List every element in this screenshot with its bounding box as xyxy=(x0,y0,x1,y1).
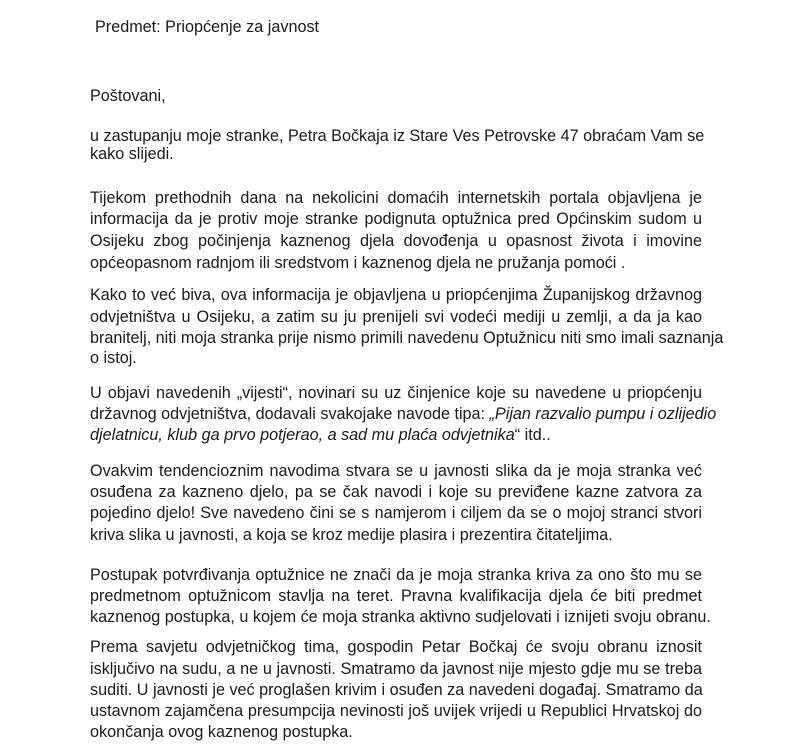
paragraph-1-line-2: informacija da je protiv moje stranke podignuta optužnica pred Općinskim sudom u xyxy=(90,210,702,228)
paragraph-3-quote-end: djelatnicu, klub ga prvo potjerao, a sad mu plaća odvjetnika xyxy=(90,426,515,444)
paragraph-6-line-3: suditi. U javnosti je već proglašen krivim i osuđen za navedeni događaj. Smatramo da xyxy=(90,681,703,699)
paragraph-6-line-1: Prema savjetu odvjetničkog tima, gospodin Petar Bočkaj će svoju obranu iznosit xyxy=(90,638,702,656)
intro-line-1: u zastupanju moje stranke, Petra Bočkaja iz Stare Ves Petrovske 47 obraćam Vam se xyxy=(90,127,705,145)
paragraph-3-line-1: U objavi navedenih „vijesti“, novinari su uz činjenice koje su navedene u priopćenju xyxy=(90,384,702,402)
paragraph-4-line-4: kriva slika u javnosti, a koja se kroz medije plasira i prezentira čitateljima. xyxy=(90,526,613,544)
intro-line-2: kako slijedi. xyxy=(90,145,174,163)
paragraph-1-line-1: Tijekom prethodnih dana na nekolicini domaćih internetskih portala objavljena je xyxy=(90,189,702,207)
letter-greeting: Poštovani, xyxy=(90,87,166,105)
paragraph-4-line-1: Ovakvim tendencioznim navodima stvara se u javnosti slika da je moja stranka već xyxy=(90,462,702,480)
paragraph-1-line-3: Osijeku zbog počinjenja kaznenog djela dovođenja u opasnost života i imovine xyxy=(90,232,702,250)
paragraph-3-line-3-text: “ itd.. xyxy=(514,426,551,444)
paragraph-6-line-4: ustavnom zajamčena presumpcija nevinosti još uvijek vrijedi u Republici Hrvatskoj do xyxy=(90,702,702,720)
paragraph-4-line-2: osuđena za kazneno djelo, pa se čak navodi i koje su previđene kazne zatvora za xyxy=(90,483,702,501)
paragraph-4-line-3: pojedino djelo! Sve navedeno čini se s namjerom i ciljem da se o mojoj stranci stvori xyxy=(90,504,702,522)
paragraph-5-line-3: kaznenog postupka, u kojem će moja stranka aktivno sudjelovati i iznijeti svoju obranu. xyxy=(90,608,711,626)
paragraph-3-quote-start: „Pijan razvalio pumpu i ozlijedio xyxy=(489,405,717,423)
paragraph-2-line-2: odvjetništva u Osijeku, a zatim su ju prenijeli svi vodeći mediji u zemlji, a da ja kao xyxy=(90,308,702,326)
paragraph-2-line-4: o istoj. xyxy=(90,349,137,367)
paragraph-2-line-3: branitelj, niti moja stranka prije nismo primili navedenu Optužnicu niti smo imali saznanja xyxy=(90,329,724,347)
paragraph-5-line-1: Postupak potvrđivanja optužnice ne znači da je moja stranka kriva za ono što mu se xyxy=(90,566,702,584)
paragraph-6-line-2: isključivo na sudu, a ne u javnosti. Smatramo da javnost nije mjesto gdje mu se treba xyxy=(90,660,702,678)
letter-subject: Predmet: Priopćenje za javnost xyxy=(95,18,320,36)
paragraph-3-line-2 xyxy=(90,404,717,425)
paragraph-1-line-4: općeopasnom radnjom ili sredstvom i kaznenog djela ne pružanja pomoći . xyxy=(90,254,626,272)
paragraph-3-line-2-text: državnog odvjetništva, dodavali svakojake navode tipa: xyxy=(90,405,490,423)
paragraph-6-line-5: okončanja ovog kaznenog postupka. xyxy=(90,723,353,741)
paragraph-2-line-1: Kako to već biva, ova informacija je objavljena u priopćenjima Županijskog državnog xyxy=(90,286,702,304)
paragraph-5-line-2: predmetnom optužnicom stavlja na teret. Pravna kvalifikacija djela će biti predmet xyxy=(90,587,702,605)
paragraph-3-line-3 xyxy=(90,425,551,446)
